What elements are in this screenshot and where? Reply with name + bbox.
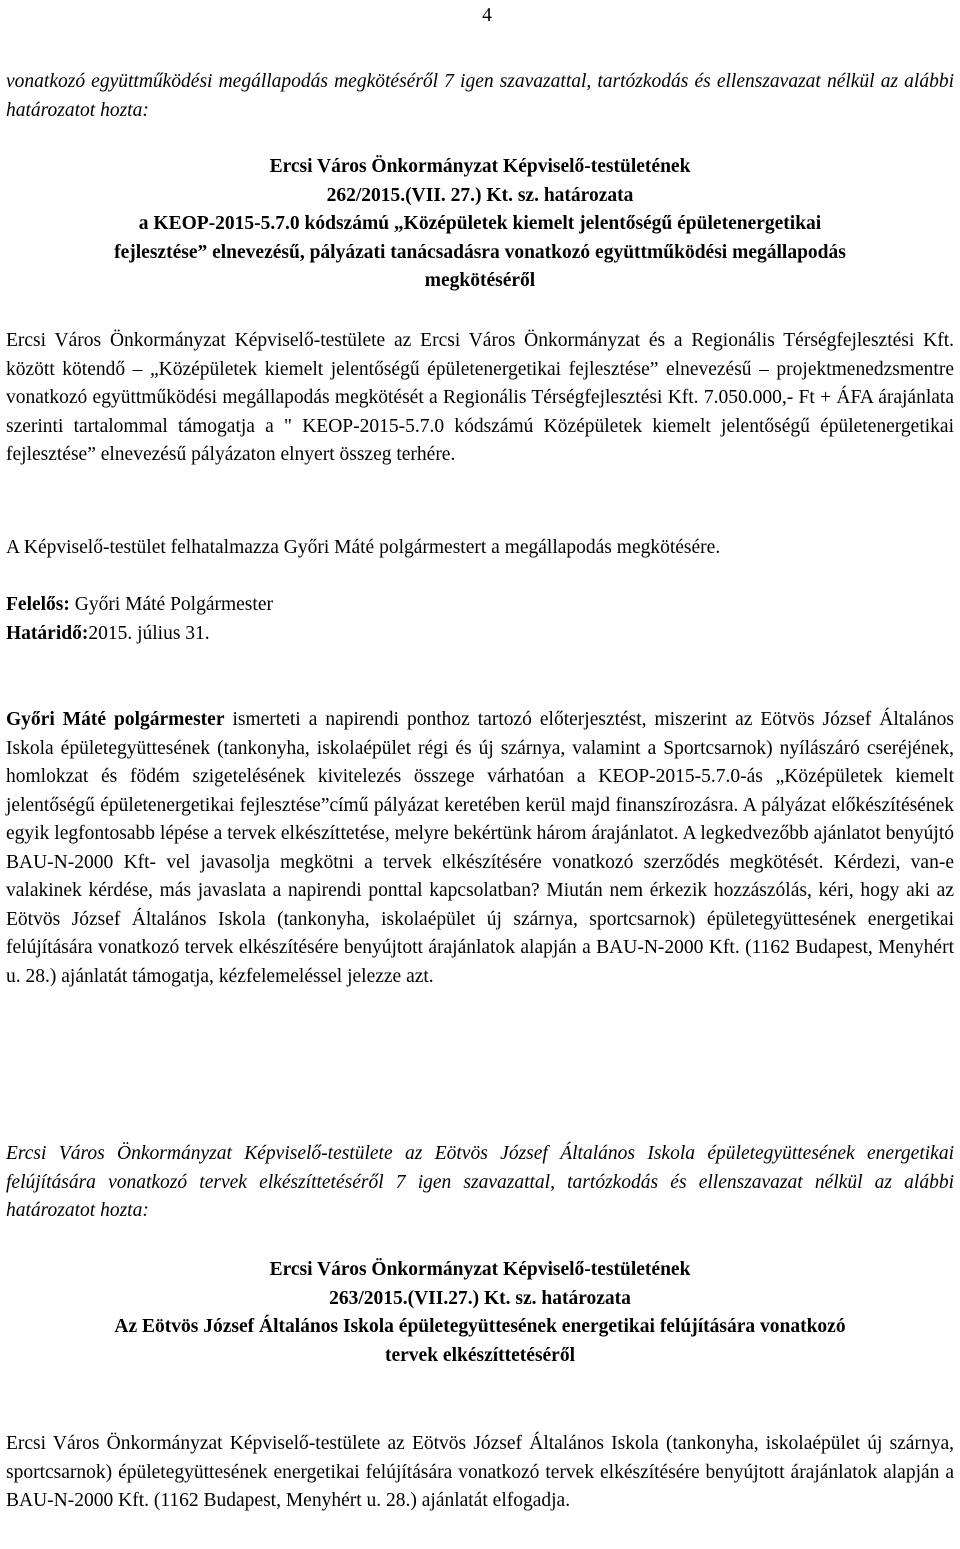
- mayor-text: ismerteti a napirendi ponthoz tartozó előterjesztést, miszerint az Eötvös József Általános Iskola épületegyüttesének (tankonyha, iskolaépület régi és új szárnya, valamint a Sportcsarnok) nyílászáró cseréjének, homlokzat és födém szigetelésének kivitelezés összege várhatóan a KEOP-2015-5.7.0-ás „Középületek kiemelt jelentőségű épületenergetikai fejlesztése”című pályázat keretében kerül majd finanszírozásra. A pályázat előkészítésének egyik legfontosabb lépése a tervek elkészíttetése, melyre bekértünk három árajánlatot. A legkedvezőbb ajánlatot benyújtó BAU-N-2000 Kft- vel javasolja megkötni a tervek elkészítésére vonatkozó szerződés megkötését. Kérdezi, van-e valakinek kérdése, más javaslata a napirendi ponttal kapcsolatban? Miután nem érkezik hozzászólás, kéri, hogy aki az Eötvös József Általános Iskola (tankonyha, iskolaépület új szárnya, sportcsarnok) épületegyüttesének energetikai felújítására vonatkozó tervek elkészítésére benyújtott árajánlatok alapján a BAU-N-2000 Kft. (1162 Budapest, Menyhért u. 28.) ajánlatát támogatja, kézfelemeléssel jelezze azt.: [6, 709, 954, 987]
- page-number: 4: [482, 5, 492, 26]
- resolution-subject-line-3: megkötéséről: [424, 270, 536, 291]
- resolution-issuer: Ercsi Város Önkormányzat Képviselő-testületének: [269, 156, 691, 177]
- intro-paragraph-1: vonatkozó együttműködési megállapodás megkötéséről 7 igen szavazattal, tartózkodás és ellenszavazat nélkül az alábbi határozatot hozta:: [6, 71, 954, 121]
- responsible-line: [6, 591, 954, 620]
- resolution-number: 262/2015.(VII. 27.) Kt. sz. határozata: [326, 184, 634, 206]
- deadline-line: [6, 620, 954, 649]
- resolution-subject-line-2: fejlesztése” elnevezésű, pályázati tanácsadásra vonatkozó együttműködési megállapodás: [114, 241, 846, 263]
- responsible-value: Győri Máté Polgármester: [69, 594, 273, 615]
- responsible-label: Felelős:: [6, 594, 70, 615]
- resolution-issuer: Ercsi Város Önkormányzat Képviselő-testületének: [269, 1259, 691, 1280]
- resolution-subject-line-1: a KEOP-2015-5.7.0 kódszámú „Középületek kiemelt jelentőségű épületenergetikai: [138, 213, 822, 234]
- deadline-label: Határidő:: [6, 623, 89, 644]
- mayor-paragraph: [6, 706, 954, 991]
- resolution-subject-line-2: tervek elkészíttetéséről: [384, 1344, 576, 1366]
- mayor-speaker: Győri Máté polgármester: [6, 709, 225, 730]
- resolution-subject-line-1: Az Eötvös József Általános Iskola épületegyüttesének energetikai felújítására vonatkozó: [114, 1316, 846, 1337]
- intro-paragraph-2: Ercsi Város Önkormányzat Képviselő-testülete az Eötvös József Általános Iskola épületegyüttesének energetikai felújítására vonatkozó tervek elkészíttetéséről 7 igen szavazattal, tartózkodás és ellenszavazat nélkül az alábbi határozatot hozta:: [6, 1143, 954, 1221]
- resolution-heading-262: [6, 153, 954, 296]
- resolution-body-262: Ercsi Város Önkormányzat Képviselő-testülete az Ercsi Város Önkormányzat és a Regionális Térségfejlesztési Kft. között kötendő – „Középületek kiemelt jelentőségű épületenergetikai fejlesztése” elnevezésű – projektmenedzsmentre vonatkozó együttműködési megállapodás megkötését a Regionális Térségfejlesztési Kft. 7.050.000,- Ft + ÁFA árajánlata szerinti tartalommal támogatja a " KEOP-2015-5.7.0 kódszámú Középületek kiemelt jelentőségű épületenergetikai fejlesztése” elnevezésű pályázaton elnyert összeg terhére.: [6, 330, 954, 465]
- resolution-body-263: Ercsi Város Önkormányzat Képviselő-testülete az Eötvös József Általános Iskola (tankonyha, iskolaépület új szárnya, sportcsarnok) épületegyüttesének energetikai felújítására vonatkozó tervek elkészítésére benyújtott árajánlatok alapján a BAU-N-2000 Kft. (1162 Budapest, Menyhért u. 28.) ajánlatát elfogadja.: [6, 1433, 954, 1511]
- deadline-value: 2015. július 31.: [88, 623, 210, 644]
- authorization-paragraph: A Képviselő-testület felhatalmazza Győri Máté polgármestert a megállapodás megkötésére.: [6, 537, 721, 558]
- resolution-number: 263/2015.(VII.27.) Kt. sz. határozata: [329, 1287, 631, 1309]
- resolution-heading-263: [6, 1256, 954, 1370]
